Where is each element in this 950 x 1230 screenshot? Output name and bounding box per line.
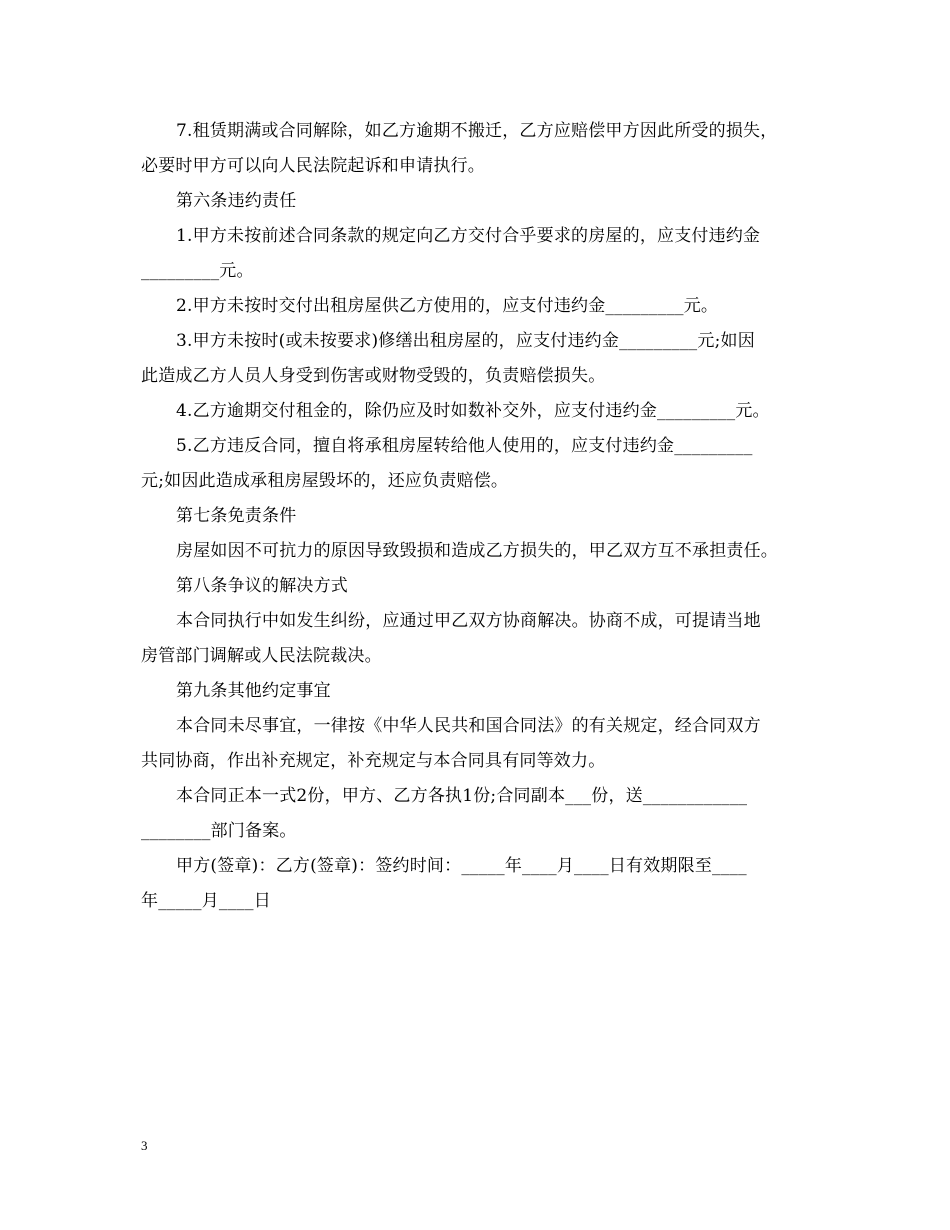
signature-line-2: 年_____月____日 bbox=[141, 891, 271, 911]
article-9-heading: 第九条其他约定事宜 bbox=[176, 681, 331, 701]
article-6-heading: 第六条违约责任 bbox=[176, 191, 297, 211]
copies-clause-line-2: ________部门备案。 bbox=[141, 821, 297, 841]
article-8-heading: 第八条争议的解决方式 bbox=[176, 576, 348, 596]
article-6-item-1-line-2: _________元。 bbox=[141, 261, 254, 281]
article-6-item-1-line-1: 1.甲方未按前述合同条款的规定向乙方交付合乎要求的房屋的，应支付违约金 bbox=[176, 226, 761, 246]
document-body bbox=[141, 114, 831, 919]
copies-clause-line-1: 本合同正本一式2份，甲方、乙方各执1份;合同副本___份，送____________ bbox=[176, 786, 748, 806]
article-8-body-line-2: 房管部门调解或人民法院裁决。 bbox=[141, 646, 382, 666]
article-7-heading: 第七条免责条件 bbox=[176, 506, 297, 526]
article-9-body-line-1: 本合同未尽事宜，一律按《中华人民共和国合同法》的有关规定，经合同双方 bbox=[176, 716, 761, 736]
article-6-item-3-line-2: 此造成乙方人员人身受到伤害或财物受毁的，负责赔偿损失。 bbox=[141, 366, 606, 386]
article-6-item-5-line-2: 元;如因此造成承租房屋毁坏的，还应负责赔偿。 bbox=[141, 471, 509, 491]
page-number: 3 bbox=[141, 1138, 148, 1153]
clause-7-line-2: 必要时甲方可以向人民法院起诉和申请执行。 bbox=[141, 156, 485, 176]
article-6-item-4: 4.乙方逾期交付租金的，除仍应及时如数补交外，应支付违约金_________元。 bbox=[176, 401, 770, 421]
article-6-item-3-line-1: 3.甲方未按时(或未按要求)修缮出租房屋的，应支付违约金_________元;如因 bbox=[176, 331, 755, 351]
signature-line-1: 甲方(签章)：乙方(签章)：签约时间：_____年____月____日有效期限至____ bbox=[176, 856, 747, 876]
article-8-body-line-1: 本合同执行中如发生纠纷，应通过甲乙双方协商解决。协商不成，可提请当地 bbox=[176, 611, 761, 631]
article-7-body: 房屋如因不可抗力的原因导致毁损和造成乙方损失的，甲乙双方互不承担责任。 bbox=[176, 541, 778, 561]
article-6-item-2: 2.甲方未按时交付出租房屋供乙方使用的，应支付违约金_________元。 bbox=[176, 296, 719, 316]
clause-7-line-1: 7.租赁期满或合同解除，如乙方逾期不搬迁，乙方应赔偿甲方因此所受的损失， bbox=[176, 121, 778, 141]
article-9-body-line-2: 共同协商，作出补充规定，补充规定与本合同具有同等效力。 bbox=[141, 751, 606, 771]
article-6-item-5-line-1: 5.乙方违反合同，擅自将承租房屋转给他人使用的，应支付违约金_________ bbox=[176, 436, 753, 456]
